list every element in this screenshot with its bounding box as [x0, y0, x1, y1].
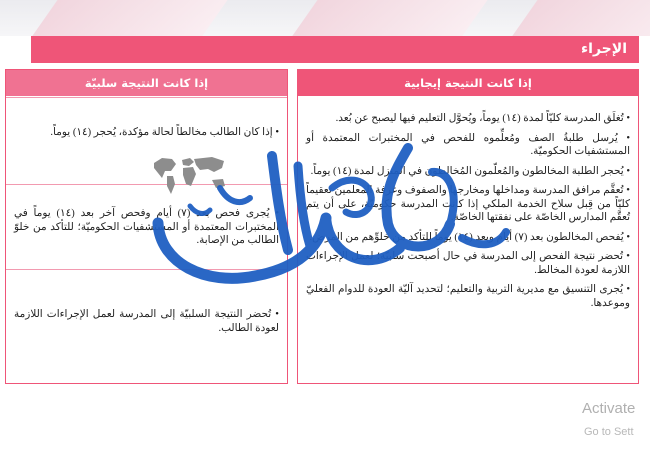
activation-notice-title: Activate	[582, 400, 636, 417]
negative-column-title: إذا كانت النتيجة سلبيّة	[6, 70, 287, 96]
positive-item: • تُغلَق المدرسة كليّاً لمدة (١٤) يوماً، ويُحوَّل التعليم فيها ليصبح عن بُعد.	[306, 112, 630, 126]
positive-item: • تُحضر نتيجة الفحص إلى المدرسة في حال أصبحت سلبيّة؛ لعمل الإجراءات اللازمة لعودة المخالط.	[306, 250, 630, 277]
positive-column-title: إذا كانت النتيجة إيجابية	[298, 70, 638, 96]
negative-item: • تُحضر النتيجة السلبيّة إلى المدرسة لعمل الإجراءات اللازمة لعودة الطالب.	[14, 308, 279, 335]
positive-item: • يُجرى التنسيق مع مديرية التربية والتعليم؛ لتحديد آليّة العودة للدوام الفعليّ وموعدها.	[306, 283, 630, 310]
activation-notice-subtitle[interactable]: Go to Sett	[584, 426, 634, 438]
positive-item: • يُرسل طلبةُ الصف ومُعلِّموه للفحص في المختبرات المعتمدة أو المستشفيات الحكوميّة.	[306, 132, 630, 159]
positive-list	[298, 96, 638, 310]
world-map-icon	[152, 155, 232, 195]
negative-cell-2	[6, 184, 287, 269]
negative-cell-3	[6, 269, 287, 383]
negative-item: • إذا كان الطالب مخالطاً لحالة مؤكدة، يُحجر (١٤) يوماً.	[14, 126, 279, 140]
positive-result-column	[297, 69, 639, 384]
section-title: الإجراء	[581, 41, 627, 57]
top-decoration	[0, 0, 650, 36]
negative-result-column	[5, 69, 288, 384]
positive-item: • يُفحص المخالطون بعد (٧) أيام وبعد (١٤) يوماً للتأكد من خلوِّهم من المرض.	[306, 231, 630, 245]
negative-item: • يُجرى فحص بعد (٧) أيام وفحص آخر بعد (١٤) يوماً في المختبرات المعتمدة أو المستشفيات الحكوميّة؛ للتأكد من خلوّ الطالب من الإصابة.	[14, 207, 279, 248]
section-header	[31, 36, 639, 63]
positive-item: • تُعقَّم مرافق المدرسة ومداخلها ومخارجها والصفوف وغرفة المعلمين تعقيماً كليّاً من قِبل سلاح الخدمة الملكي إذا كانت المدرسة حكوميّة، على أن يتم تُعقَّم المدارس الخاصّة على نفقتها الخاصّة.	[306, 184, 630, 225]
negative-cell-1	[6, 97, 287, 184]
positive-item: • يُحجر الطلبة المخالطون والمُعلّمون المُخالطون في المنزل لمدة (١٤) يوماً.	[306, 165, 630, 179]
